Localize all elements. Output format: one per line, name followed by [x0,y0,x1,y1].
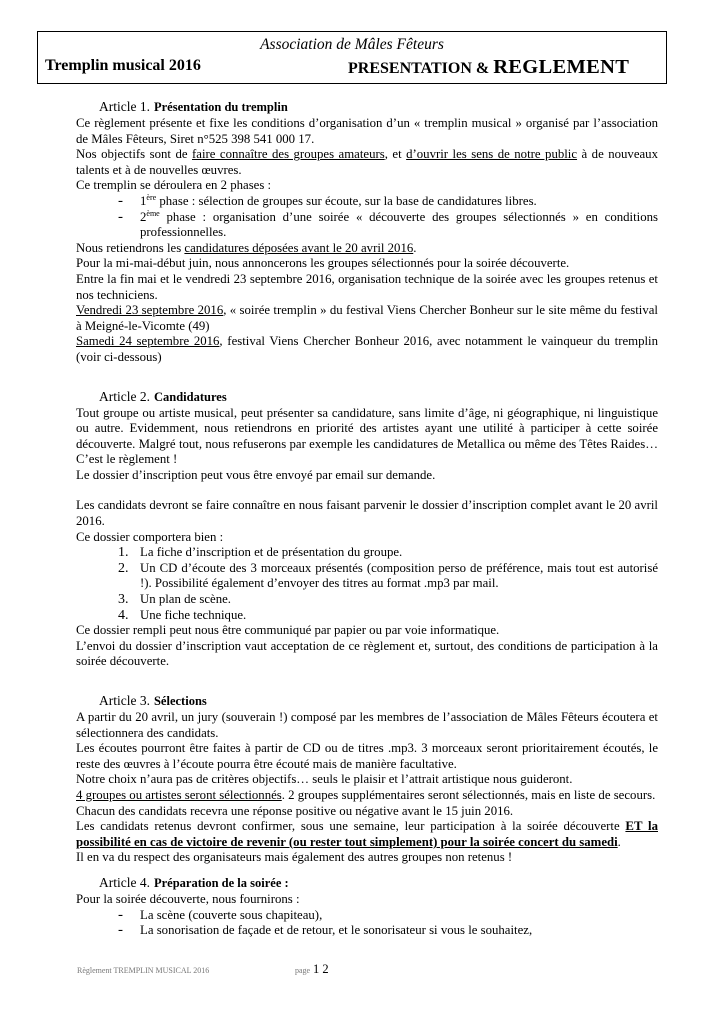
article-3-paragraph: Notre choix n’aura pas de critères objectifs… seuls le plaisir et l’attrait artistique nous guideront. [76,772,573,787]
header-box [37,31,667,84]
article-3-confirmation [76,819,658,850]
list-item [76,592,658,608]
article-2-paragraph: Ce dossier comportera bien : [76,529,224,544]
text-run: , festival Viens Chercher Bonheur 2016, avec notamment le vainqueur du tremplin (voir ci-dessous) [76,334,658,364]
list-item-text: La scène (couverte sous chapiteau), [140,907,323,922]
article-2-heading [76,388,658,406]
list-item [76,608,658,624]
event-title: Tremplin musical 2016 [45,57,201,74]
article-2-number: Article 2. [99,388,150,404]
text-run: , « soirée tremplin » du festival Viens Chercher Bonheur sur le site même du festival à Meigné-le-Vicomte (49) [76,303,658,333]
document-title-part-b: REGLEMENT [493,56,630,78]
underlined-text: candidatures déposées avant le 20 avril 2016 [184,240,414,255]
association-name: Association de Mâles Fêteurs [260,36,444,53]
text-run: phase : sélection de groupes sur écoute, sur la base de candidatures libres. [156,193,537,208]
spacer [76,670,658,692]
footer-document-name: Règlement TREMPLIN MUSICAL 2016 [77,966,210,975]
document-title-part-a: PRESENTATION & [348,60,494,77]
bold-underlined-text: ET la possibilité en cas de victoire de revenir (ou rester tout simplement) pour la soirée concert du samedi [76,819,658,849]
list-item-text: La sonorisation de façade et de retour, et le sonorisateur si vous le souhaitez, [140,923,533,938]
list-item [76,908,658,924]
article-1-deadline [76,241,658,257]
article-1-friday [76,303,658,334]
superscript: ème [146,208,160,218]
text-run: Nos objectifs sont de [76,147,192,162]
article-2-paragraph: Tout groupe ou artiste musical, peut présenter sa candidature, sans limite d’âge, ni géographique, ni linguistique ou autre. Evidemment, nous retiendrons en priorité des artistes ayant une utilité à participer à cette soirée découverte. Malgré tout, nous refuserons par exemple les candidatures de Metallica ou même des Têtes Raides… C’est le règlement ! [76,405,658,467]
article-3-paragraph: Les écoutes pourront être faites à partir de CD ou de titres .mp3. 3 morceaux seront prioritairement écoutés, le reste des œuvres à l’écoute pourra être écouté mais de manière facultative. [76,741,658,771]
spacer [76,366,658,388]
bullet-dash: - [118,208,123,225]
underlined-text: faire connaître des groupes amateurs [192,147,385,162]
spacer [76,483,658,498]
footer-page-number: 1 2 [313,962,329,976]
underlined-text: Samedi 24 septembre 2016 [76,334,220,349]
article-1-title: Présentation du tremplin [153,100,288,114]
bullet-dash: - [118,906,123,923]
text-run: Les candidats retenus devront confirmer, sous une semaine, leur participation à la soirée découverte [76,819,626,834]
spacer [76,866,658,874]
article-3-heading [76,692,658,710]
article-3-selection [76,788,658,804]
list-number: 1. [118,545,129,561]
text-run: phase : organisation d’une soirée « découverte des groupes sélectionnés » en conditions professionnelles. [140,209,658,240]
article-3-paragraph: Il en va du respect des organisateurs mais également des autres groupes non retenus ! [76,850,513,865]
text-run: . [617,834,621,849]
article-2-paragraph: Le dossier d’inscription peut vous être envoyé par email sur demande. [76,467,436,482]
list-item [76,923,658,939]
article-3-number: Article 3. [99,693,150,708]
list-item-text: Un CD d’écoute des 3 morceaux présentés (composition perso de préférence, mais tout est autorisé !). Possibilité également d’envoyer des titres au format .mp3 par mail. [140,560,658,591]
text-run: 2 [140,209,147,224]
text-run: 1 [140,193,147,208]
article-4-number: Article 4. [99,874,150,890]
list-item [76,545,658,561]
list-item [76,561,658,592]
underlined-text: Vendredi 23 septembre 2016 [76,303,224,318]
text-run: . [413,240,417,255]
article-2-paragraph: Les candidats devront se faire connaître en nous faisant parvenir le dossier d’inscription complet avant le 20 avril 2016. [76,498,658,529]
article-1-paragraph: Ce règlement présente et fixe les conditions d’organisation d’un « tremplin musical » organisé par l’association de Mâles Fêteurs, Siret n°525 398 541 000 17. [76,116,658,146]
list-item-text [140,194,658,210]
article-1-saturday [76,334,658,365]
article-1-number: Article 1. [99,99,150,114]
phase-list-item [76,210,658,241]
list-number: 4. [118,607,129,623]
text-run: Nous retiendrons les [76,240,185,255]
article-2-paragraph: L’envoi du dossier d’inscription vaut acceptation de ce règlement et, surtout, des conditions de participation à la soirée découverte. [76,638,658,669]
article-2-title: Candidatures [153,389,227,404]
list-number: 3. [118,592,129,608]
article-1-paragraph: Ce tremplin se déroulera en 2 phases : [76,178,272,193]
bullet-dash: - [118,922,123,939]
article-1-paragraph: Entre la fin mai et le vendredi 23 septembre 2016, organisation technique de la soirée avec les groupes retenus et nos techniciens. [76,271,658,302]
article-1-heading [76,98,658,116]
underlined-text: d’ouvrir les sens de notre public [406,147,578,162]
list-item-text [140,210,658,241]
superscript: ère [146,192,157,202]
text-run: à de nouveaux talents et à de nouvelles œuvres. [76,147,658,177]
list-item-text: Une fiche technique. [140,607,247,622]
list-item-text: La fiche d’inscription et de présentation du groupe. [140,545,403,560]
bullet-dash: - [118,192,123,209]
list-number: 2. [118,560,129,576]
phase-list-item [76,194,658,210]
document-title [348,56,629,79]
article-2-paragraph: Ce dossier rempli peut nous être communiqué par papier ou par voie informatique. [76,623,500,638]
article-4-heading [76,874,658,892]
article-4-paragraph: Pour la soirée découverte, nous fournirons : [76,891,300,906]
article-4-title: Préparation de la soirée : [153,875,289,890]
article-3-paragraph: A partir du 20 avril, un jury (souverain !) composé par les membres de l’association de Mâles Fêteurs écoutera et sélectionnera des candidats. [76,710,658,740]
underlined-text: 4 groupes ou artistes seront sélectionnés [76,787,282,802]
article-1-objectives [76,147,658,178]
footer-page-label: page [295,966,311,975]
text-run: . 2 groupes supplémentaires seront sélectionnés, mais en liste de secours. [281,787,656,802]
article-3-title: Sélections [153,694,207,708]
article-3-paragraph: Chacun des candidats recevra une réponse positive ou négative avant le 15 juin 2016. [76,803,514,818]
list-item-text: Un plan de scène. [140,592,231,607]
document-body [76,98,658,939]
article-1-paragraph: Pour la mi-mai-début juin, nous annoncerons les groupes sélectionnés pour la soirée découverte. [76,256,570,271]
text-run: , et [384,147,407,162]
